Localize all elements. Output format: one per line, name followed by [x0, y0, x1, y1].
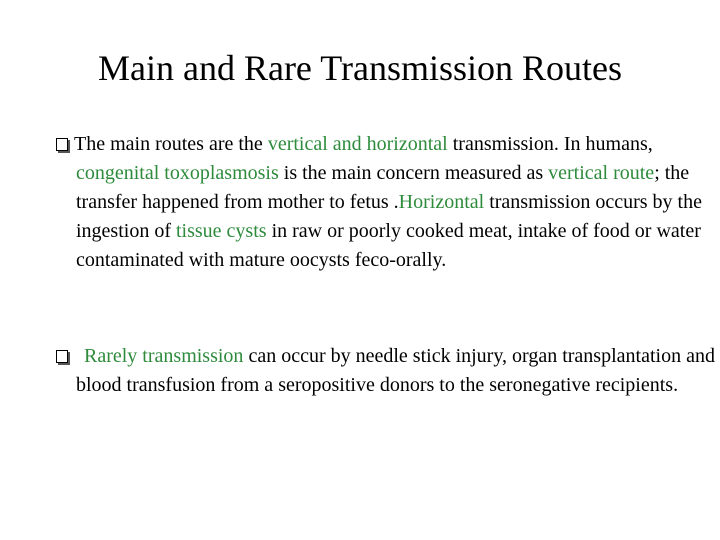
highlight-segment: congenital toxoplasmosis — [76, 162, 279, 184]
highlight-segment: vertical route — [548, 162, 655, 184]
highlight-segment: Horizontal — [398, 191, 485, 213]
text-segment: transmission. In humans, — [447, 133, 653, 155]
highlight-segment: Rarely transmission — [84, 345, 244, 367]
highlight-segment: tissue cysts — [176, 220, 267, 242]
bullet-main-routes — [56, 130, 716, 275]
checkbox-bullet-icon — [56, 138, 68, 151]
bullet-rare-routes — [56, 342, 716, 400]
slide-title: Main and Rare Transmission Routes — [97, 48, 622, 88]
text-segment: transmission occurs by the ingestion of — [76, 191, 702, 242]
text-segment: ; the transfer happened from mother to fetus . — [76, 162, 690, 213]
checkbox-bullet-icon — [56, 350, 68, 363]
text-segment: in raw or poorly cooked meat, intake of food or water contaminated with mature oocysts feco-orally. — [76, 220, 701, 271]
highlight-segment: vertical and horizontal — [267, 133, 448, 155]
text-segment: The main routes are the — [74, 133, 268, 155]
text-segment: is the main concern measured as — [278, 162, 549, 184]
text-segment: can occur by needle stick injury, organ transplantation and blood transfusion from a seropositive donors to the seronegative recipients. — [76, 345, 715, 396]
